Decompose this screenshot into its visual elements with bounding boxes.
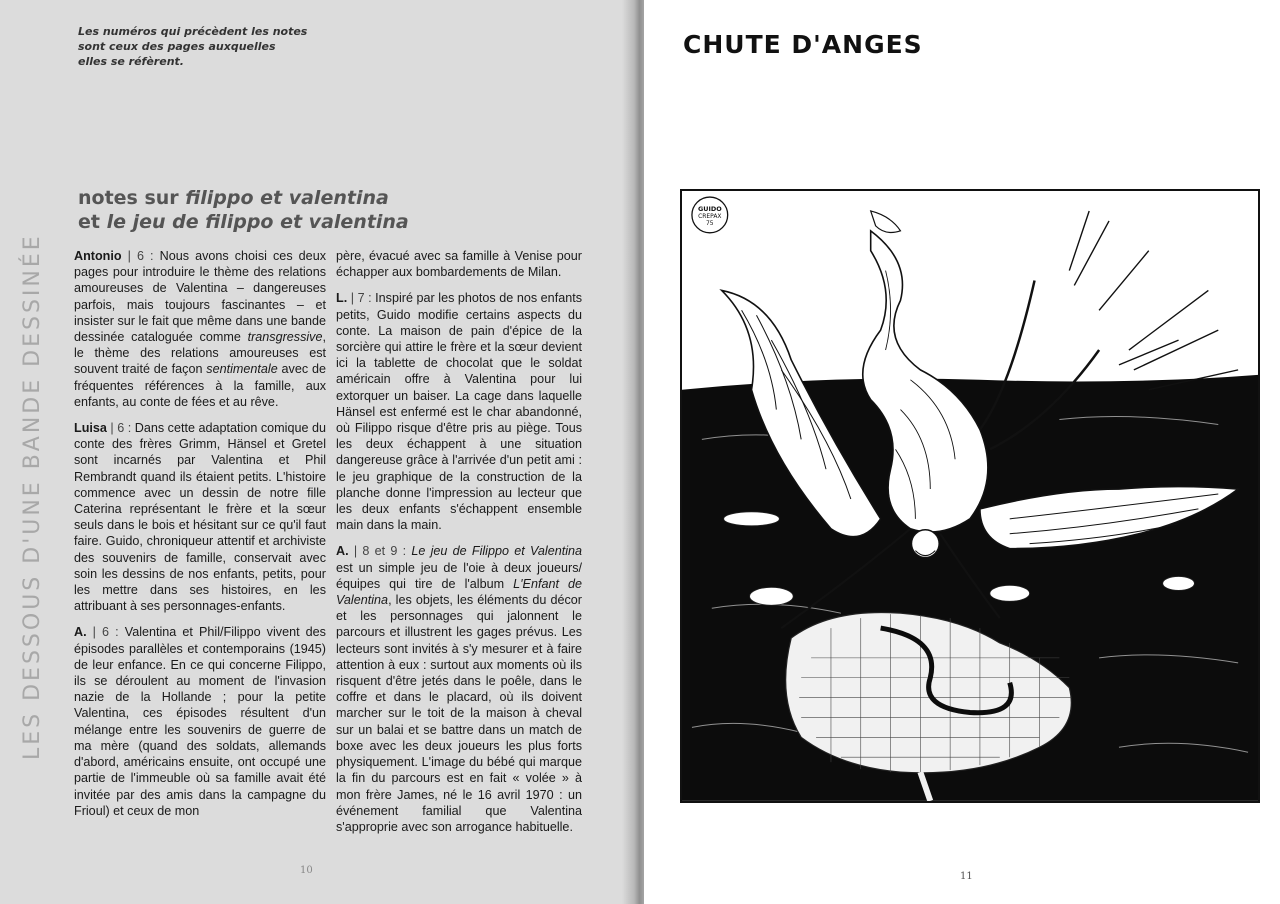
note-a-8-9 (336, 543, 582, 835)
note-text: Valentina et Phil/Filippo vivent des épisodes parallèles et contemporains (1945) de leur enfance. En ce qui concerne Filippo, ils se déroulent au moment de l'invasion nazie de la Hollande ; pour la petite Valentina, ces épisodes résultent d'un mélange entre les souvenirs de guerre de ma mère (quand des soldats, allemands d'abord, américains ensuite, ont occupé une partie de l'immeuble où sa famille avait été invitée par des amis dans la campagne du Frioul) et ceux de mon (74, 625, 326, 818)
section-title-work-1: filippo et valentina (185, 187, 389, 209)
note-text: , les objets, les éléments du décor et les personnages qui jalonnent le parcours et illustrent les gages prévus. Les lecteurs sont invités à s'y mesurer et à faire attention à eux : surtout aux moments où ils risquent d'être jetés dans le poêle, dans le coffre et dans le placard, où ils doivent marcher sur le toit de la maison à cheval sur un balai et se battre dans un match de boxe avec les deux joueurs les plus forts physiquement. L'image du bébé qui marque la fin du parcours est en fait « volée » à mon frère James, né le 16 avril 1970 : un événement familial que Valentina s'approprie avec son arrogance habituelle. (336, 593, 582, 834)
note-emphasis: Le jeu de Filippo et Valentina (411, 544, 583, 559)
note-emphasis: sentimentale (206, 362, 278, 377)
page-number-right: 11 (960, 871, 973, 882)
section-title (78, 186, 618, 234)
note-text: Dans cette adaptation comique du conte des frères Grimm, Hänsel et Gretel sont incarnés par Valentina et Phil Rembrandt quand ils étaient petits. L'histoire commence avec un dessin de notre fille Caterina représentant le frère et la sœur seuls dans le bois et hésitant sur ce qu'il faut faire. Guido, chroniqueur attentif et archiviste des souvenirs de famille, conservait avec soin les dessins de nos enfants, petits, pour les mettre dans ses histoires, en les attribuant à ses personnages-enfants. (74, 421, 326, 614)
section-title-and: et (78, 211, 107, 233)
comic-panel (680, 189, 1260, 803)
note-author: Antonio (74, 249, 122, 263)
intro-note: Les numéros qui précèdent les notes sont ceux des pages auxquelles elles se réfèrent. (78, 25, 308, 68)
svg-text:75: 75 (706, 219, 714, 227)
note-text: Nous avons choisi ces deux pages pour introduire le thème des relations amoureuses de Valentina – dangereuses parfois, mais toujours fascinantes – et insister sur le fait que même dans une bande dessinée cataloguée comme (74, 249, 326, 345)
note-text: avec de fréquentes références à la famille, aux enfants, au conte de fées et au rêve. (74, 362, 326, 409)
note-text: , le thème des relations amoureuses est souvent traité de façon (74, 330, 326, 377)
note-text: père, évacué avec sa famille à Venise pour échapper aux bombardements de Milan. (336, 249, 582, 280)
note-antonio (74, 248, 326, 410)
svg-text:CREPAX: CREPAX (698, 212, 722, 220)
note-luisa (74, 420, 326, 614)
note-emphasis: L'Enfant de Valentina (336, 576, 583, 608)
note-author: Luisa (74, 421, 107, 436)
text-column-right (336, 248, 582, 845)
svg-text:GUIDO: GUIDO (697, 204, 722, 213)
section-title-work-2: le jeu de filippo et valentina (106, 211, 409, 233)
artist-signature (692, 197, 728, 233)
fallen-angel-illustration (682, 191, 1258, 801)
comic-title: CHUTE D'ANGES (683, 30, 923, 59)
note-emphasis: transgressive (247, 330, 323, 345)
text-column-left (74, 248, 326, 829)
note-text: est un simple jeu de l'oie à deux joueurs/équipes qui tire de l'album (336, 560, 582, 591)
note-page-ref: | 6 : (86, 625, 125, 640)
note-a-6-continued (336, 248, 582, 280)
note-author: L. (336, 291, 348, 306)
note-a-6 (74, 624, 326, 818)
vertical-book-title: LES DESSOUS D'UNE BANDE DESSINÉE (20, 233, 45, 760)
note-page-ref: | 7 : (347, 291, 376, 306)
note-author: A. (336, 544, 349, 559)
note-page-ref: | 6 : (121, 249, 160, 263)
note-text: Inspiré par les photos de nos enfants petits, Guido modifie certains aspects du conte. La maison de pain d'épice de la sorcière qui attire le frère et la sœur devient ici la tablette de chocolat que le soldat américain offre à Valentina pour lui extorquer un baiser. La cage dans laquelle Hänsel est enfermé est le char abandonné, où Filippo risque d'être pris au piège. Tous les deux échappent à une situation dangereuse grâce à l'arrivée d'un petit ami : le jeu graphique de la construction de la planche donne l'impression au lecteur que les deux enfants s'échappent ensemble main dans la main. (336, 291, 582, 533)
note-page-ref: | 6 : (106, 421, 135, 436)
page-number-left: 10 (300, 865, 313, 876)
note-page-ref: | 8 et 9 : (348, 544, 412, 559)
book-gutter (622, 0, 644, 904)
note-author: A. (74, 625, 87, 640)
section-title-lead: notes sur (78, 187, 186, 209)
note-l-7 (336, 290, 582, 533)
